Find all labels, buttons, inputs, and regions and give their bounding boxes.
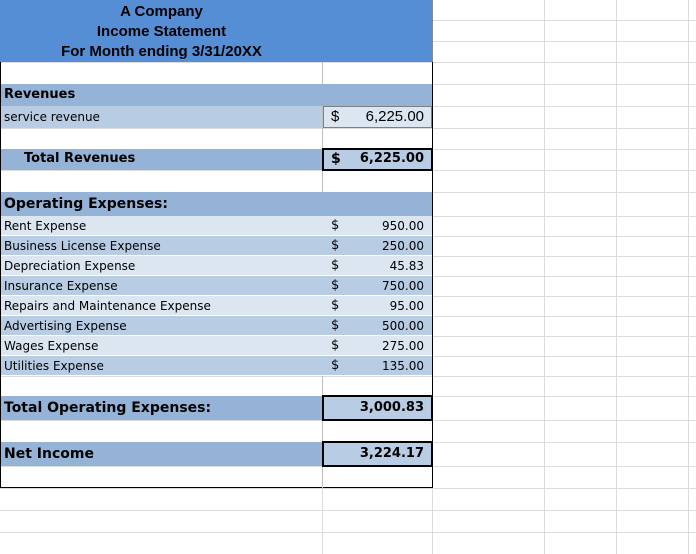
- expense-currency: $: [331, 258, 340, 273]
- expense-amount: 500.00: [382, 319, 424, 333]
- expense-amount: 275.00: [382, 339, 424, 353]
- expense-amount: 250.00: [382, 239, 424, 253]
- statement-title: Income Statement: [96, 23, 227, 40]
- total-expenses-amount: 3,000.83: [359, 400, 424, 415]
- expense-amount: 95.00: [389, 299, 424, 313]
- expense-label: Repairs and Maintenance Expense: [4, 299, 211, 313]
- grid-line: [0, 510, 696, 511]
- grid-line: [0, 488, 696, 489]
- revenues-heading: Revenues: [4, 87, 76, 102]
- net-income-amount: 3,224.17: [359, 446, 424, 461]
- expense-amount: 750.00: [382, 279, 424, 293]
- expense-currency: $: [331, 278, 340, 293]
- expense-currency: $: [331, 338, 340, 353]
- total-revenues-amount: 6,225.00: [359, 151, 424, 166]
- total-revenues-currency: $: [331, 151, 341, 167]
- expense-currency: $: [331, 358, 340, 373]
- expense-amount: 950.00: [382, 219, 424, 233]
- total-revenues-label: Total Revenues: [24, 151, 136, 166]
- total-expenses-label: Total Operating Expenses:: [4, 400, 212, 416]
- expense-label: Advertising Expense: [4, 319, 127, 333]
- net-income-label: Net Income: [4, 446, 94, 462]
- expense-label: Insurance Expense: [4, 279, 118, 293]
- expense-currency: $: [331, 318, 340, 333]
- revenue-item-label: service revenue: [4, 110, 100, 124]
- revenue-item-currency: $: [331, 108, 340, 125]
- expense-amount: 45.83: [389, 259, 424, 273]
- revenue-item-amount: 6,225.00: [365, 108, 424, 125]
- expense-currency: $: [331, 298, 340, 313]
- statement-period: For Month ending 3/31/20XX: [61, 43, 262, 60]
- expense-label: Wages Expense: [4, 339, 99, 353]
- expense-currency: $: [331, 218, 340, 233]
- expense-label: Utilities Expense: [4, 359, 104, 373]
- header-border: [432, 0, 433, 62]
- expense-currency: $: [331, 238, 340, 253]
- expenses-heading: Operating Expenses:: [4, 196, 168, 212]
- grid-line: [0, 532, 696, 533]
- expense-amount: 135.00: [382, 359, 424, 373]
- expense-label: Depreciation Expense: [4, 259, 136, 273]
- expense-label: Rent Expense: [4, 219, 87, 233]
- company-name: A Company: [120, 3, 203, 20]
- expense-label: Business License Expense: [4, 239, 161, 253]
